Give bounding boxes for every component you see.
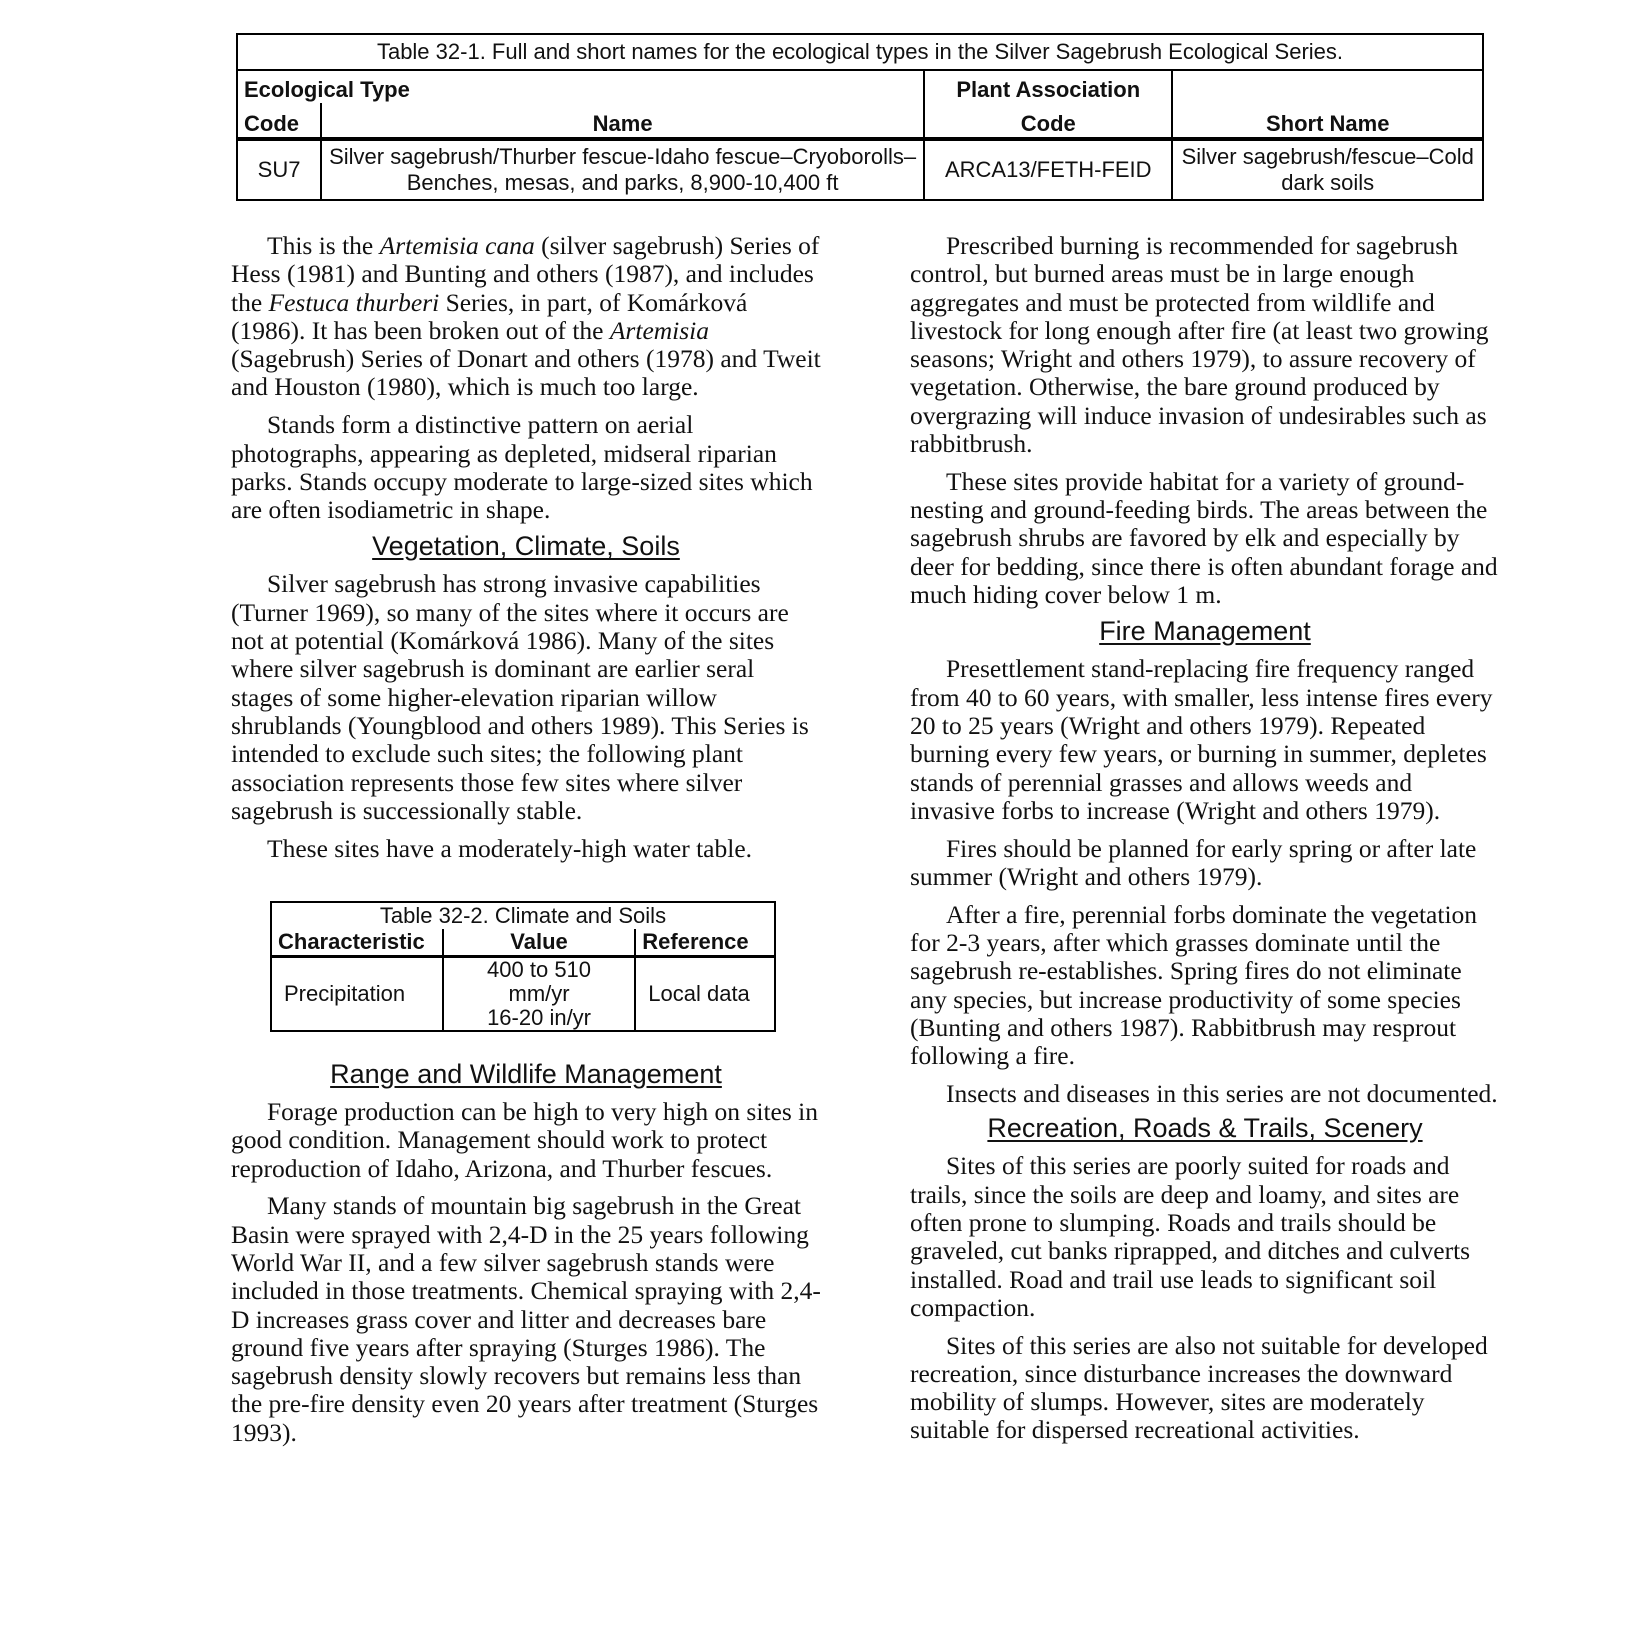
paragraph: After a fire, perennial forbs dominate the vegetation for 2-3 years, after which grasses dominate until the sagebrush re-establishes. Spring fires do not eliminate any species, but increase productivity of some species (Bunting and others 1987). Rabbitbrush may resprout following a fire. (910, 899, 1478, 1071)
species-name: Festuca thurberi (268, 287, 440, 317)
section-heading-range: Range and Wildlife Management (330, 1058, 722, 1089)
left-column (231, 232, 821, 1457)
header-ecological-type: Ecological Type (237, 70, 924, 103)
climate-soils-table (270, 901, 776, 1032)
cell-plant-association-code: ARCA13/FETH-FEID (924, 139, 1172, 200)
paragraph: Sites of this series are poorly suited for roads and trails, since the soils are deep and loamy, and sites are often prone to slumping. Roads and trails should be graveled, cut banks riprapped, and ditches and culverts installed. Road and trail use leads to significant soil compaction. (910, 1151, 1471, 1322)
paragraph: Insects and diseases in this series are not documented. (946, 1079, 1498, 1109)
paragraph: These sites have a moderately-high water table. (267, 833, 753, 863)
header-code: Code (237, 103, 321, 139)
header-name: Name (321, 103, 924, 139)
genus-name: Artemisia (609, 315, 710, 345)
paragraph: Fires should be planned for early spring or after late summer (Wright and others 1979). (910, 833, 1477, 891)
table-caption: Table 32-1. Full and short names for the ecological types in the Silver Sagebrush Ecological Series. (237, 34, 1483, 70)
table-row (237, 139, 1483, 200)
paragraph: Silver sagebrush has strong invasive capabilities (Turner 1969), so many of the sites where it occurs are not at potential (Komárková 1986). Many of the sites where silver sagebrush is dominant are earlier seral stages of some higher-elevation riparian willow shrublands (Youngblood and others 1989). This Series is intended to exclude such sites; the following plant association represents those few sites where silver sagebrush is successionally stable. (231, 569, 809, 825)
header-reference: Reference (635, 929, 775, 957)
species-name: Artemisia cana (379, 231, 535, 260)
section-heading-recreation: Recreation, Roads & Trails, Scenery (987, 1113, 1423, 1144)
header-short-name: Short Name (1172, 103, 1483, 139)
paragraph: Forage production can be high to very high on sites in good condition. Management should work to protect reproduction of Idaho, Arizona, and Thurber fescues. (231, 1096, 818, 1183)
cell-name: Silver sagebrush/Thurber fescue-Idaho fescue–Cryoborolls– Benches, mesas, and parks, 8,900-10,400 ft (321, 139, 924, 200)
intro-paragraph: This is the Artemisia cana (silver sagebrush) Series of Hess (1981) and Bunting and others (1987), and includes the Festuca thurberi Series, in part, of Komárková (1986). It has been broken out of the Artemisia (Sagebrush) Series of Donart and others (1978) and Tweit and Houston (1980), which is much too large. (231, 231, 821, 402)
table-caption: Table 32-2. Climate and Soils (271, 902, 775, 929)
right-column (910, 232, 1500, 1454)
paragraph: Sites of this series are also not suitable for developed recreation, since disturbance increases the downward mobility of slumps. However, sites are moderately suitable for dispersed recreational activities. (910, 1330, 1488, 1445)
paragraph: Presettlement stand-replacing fire frequency ranged from 40 to 60 years, with smaller, less intense fires every 20 to 25 years (Wright and others 1979). Repeated burning every few years, or burning in summer, depletes stands of perennial grasses and allows weeds and invasive forbs to increase (Wright and others 1979). (910, 654, 1493, 825)
cell-code: SU7 (237, 139, 321, 200)
paragraph: Stands form a distinctive pattern on aerial photographs, appearing as depleted, midseral riparian parks. Stands occupy moderate to large-sized sites which are often isodiametric in shape. (231, 410, 813, 525)
paragraph: These sites provide habitat for a variety of ground-nesting and ground-feeding birds. The areas between the sagebrush shrubs are favored by elk and especially by deer for bedding, since there is often abundant forage and much hiding cover below 1 m. (910, 466, 1498, 610)
section-heading-vegetation: Vegetation, Climate, Soils (372, 531, 680, 562)
paragraph: Prescribed burning is recommended for sagebrush control, but burned areas must be in large enough aggregates and must be protected from wildlife and livestock for long enough after fire (at least two growing seasons; Wright and others 1979), to assure recovery of vegetation. Otherwise, the bare ground produced by overgrazing will induce invasion of undesirables such as rabbitbrush. (910, 231, 1489, 459)
section-heading-fire: Fire Management (1099, 616, 1311, 647)
cell-characteristic: Precipitation (271, 956, 443, 1031)
cell-reference: Local data (635, 956, 775, 1031)
paragraph: Many stands of mountain big sagebrush in the Great Basin were sprayed with 2,4-D in the 25 years following World War II, and a few silver sagebrush stands were included in those treatments. Chemical spraying with 2,4-D increases grass cover and litter and decreases bare ground five years after spraying (Sturges 1986). The sagebrush density slowly recovers but remains less than the pre-fire density even 20 years after treatment (Sturges 1993). (231, 1191, 821, 1447)
header-plant-association-code: Code (924, 103, 1172, 139)
header-plant-association: Plant Association (924, 70, 1172, 103)
cell-short-name: Silver sagebrush/fescue–Cold dark soils (1172, 139, 1483, 200)
header-value: Value (443, 929, 635, 957)
table-row (271, 956, 775, 1031)
header-characteristic: Characteristic (271, 929, 443, 957)
ecological-types-table (236, 33, 1484, 201)
cell-value: 400 to 510 mm/yr 16-20 in/yr (443, 956, 635, 1031)
